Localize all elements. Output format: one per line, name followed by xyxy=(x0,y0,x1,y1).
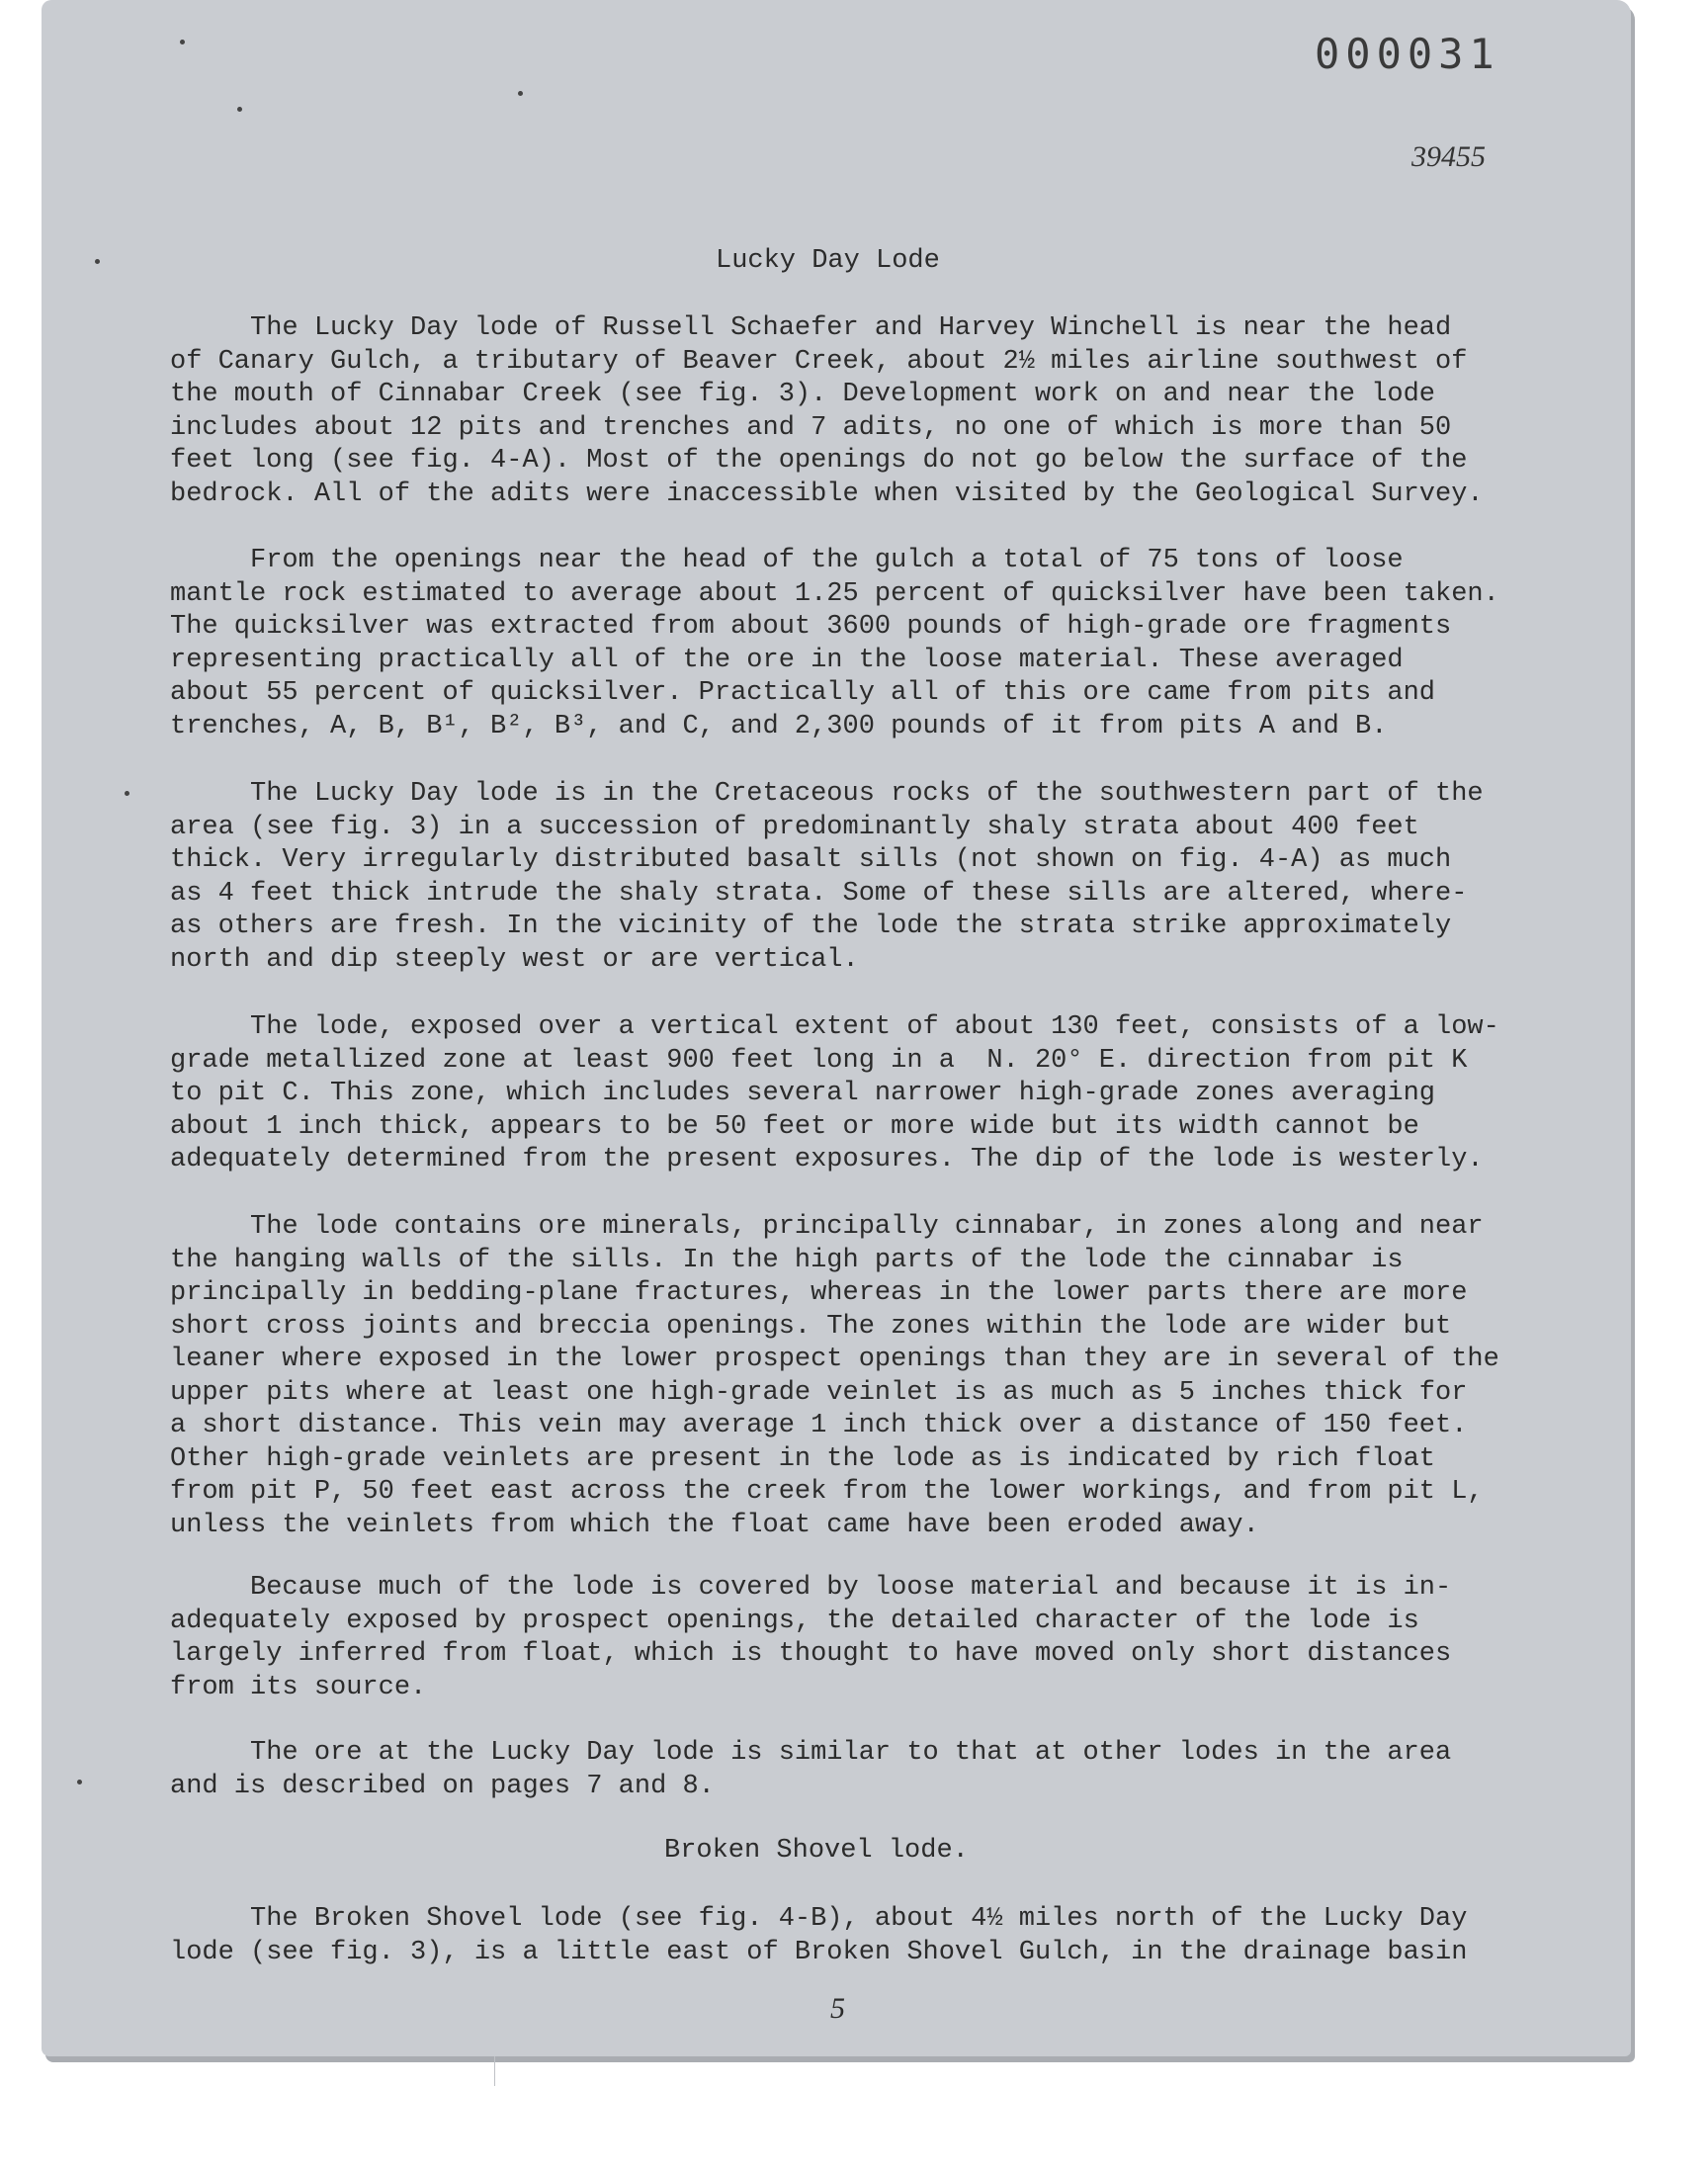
stamp-number: 000031 xyxy=(1315,30,1500,78)
paragraph: The ore at the Lucky Day lode is similar to that at other lodes in the area and is described on pages 7 and 8. xyxy=(170,1738,1452,1801)
paragraph: The Lucky Day lode is in the Cretaceous rocks of the southwestern part of the area (see fig. 3) in a succession of predominantly shaly strata about 400 feet thick. Very irregularly distributed basalt sills (not shown on fig. 4-A) as much as 4 feet thick intrude the shaly strata. Some of these sills are altered, where- as others are fresh. In the vicinity of the lode the strata strike approximately north and dip steeply west or are vertical. xyxy=(170,779,1484,975)
paragraph: From the openings near the head of the gulch a total of 75 tons of loose mantle rock estimated to average about 1.25 percent of quicksilver have been taken. The quicksilver was extracted from about 3600 pounds of high-grade ore fragments representing practically all of the ore in the loose material. These averaged about 55 percent of quicksilver. Practically all of this ore came from pits and trenches, A, B, B¹, B², B³, and C, and 2,300 pounds of it from pits A and B. xyxy=(170,546,1499,741)
paragraph: The Broken Shovel lode (see fig. 4-B), about 4½ miles north of the Lucky Day lode (see fig. 3), is a little east of Broken Shovel Gulch, in the drainage basin xyxy=(170,1904,1468,1967)
paragraph: The Lucky Day lode of Russell Schaefer and Harvey Winchell is near the head of Canary Gulch, a tributary of Beaver Creek, about 2½ miles airline southwest of the mouth of Cinnabar Creek (see fig. 3). Development work on and near the lode includes about 12 pits and trenches and 7 adits, no one of which is more than 50 feet long (see fig. 4-A). Most of the openings do not go below the surface of the bedrock. All of the adits were inaccessible when visited by the Geological Survey. xyxy=(170,313,1484,509)
scan-speck xyxy=(77,1780,82,1784)
document-number: 39455 xyxy=(1411,140,1486,173)
scan-speck xyxy=(95,259,100,264)
paragraph: The lode, exposed over a vertical extent of about 130 feet, consists of a low- grade metallized zone at least 900 feet long in a N. 20° E. direction from pit K to pit C. This zone, which includes several narrower high-grade zones averaging about 1 inch thick, appears to be 50 feet or more wide but its width cannot be adequately determined from the present exposures. The dip of the lode is westerly. xyxy=(170,1012,1499,1174)
scan-speck xyxy=(518,91,523,96)
section-heading-broken-shovel: Broken Shovel lode. xyxy=(664,1836,969,1866)
paragraph: Because much of the lode is covered by loose material and because it is in- adequately exposed by prospect openings, the detailed character of the lode is largely inferred from float, which is thought to have moved only short distances from its source. xyxy=(170,1573,1452,1702)
scan-speck xyxy=(237,107,242,112)
scan-speck xyxy=(125,791,129,796)
paragraph: The lode contains ore minerals, principally cinnabar, in zones along and near the hanging walls of the sills. In the high parts of the lode the cinnabar is principally in bedding-plane fractures, whereas in the lower parts there are more short cross joints and breccia openings. The zones within the lode are wider but leaner where exposed in the lower prospect openings than they are in several of the upper pits where at least one high-grade veinlet is as much as 5 inches thick for a short distance. This vein may average 1 inch thick over a distance of 150 feet. Other high-grade veinlets are present in the lode as is indicated by rich float from pit P, 50 feet east across the creek from the lower workings, and from pit L, unless the veinlets from which the float came have been eroded away. xyxy=(170,1212,1499,1540)
page-number: 5 xyxy=(830,1992,845,2025)
scan-speck xyxy=(180,40,185,44)
section-heading-lucky-day: Lucky Day Lode xyxy=(716,246,940,276)
scan-crease xyxy=(494,2056,495,2086)
